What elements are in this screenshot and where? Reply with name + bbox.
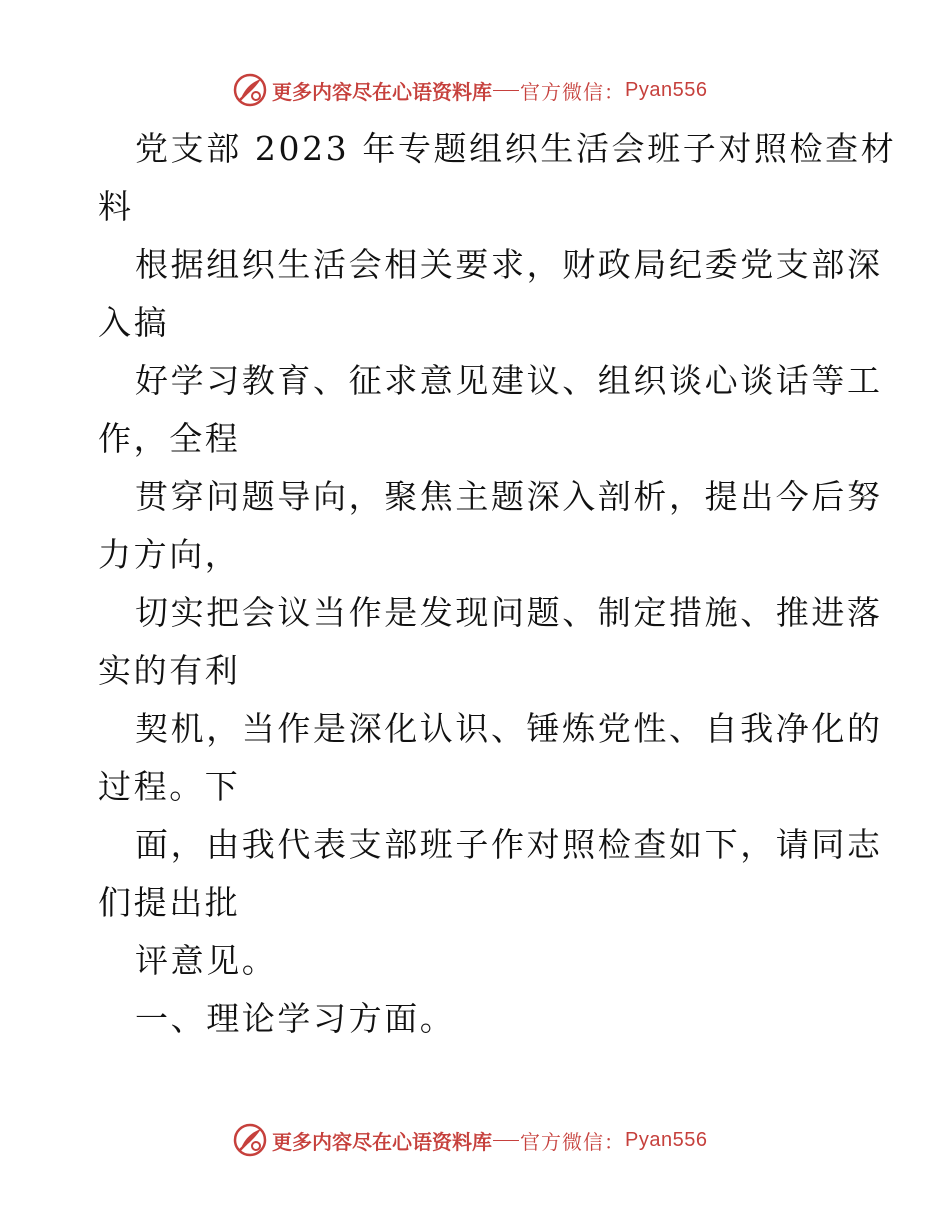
quill-pen-icon (232, 1122, 268, 1158)
watermark-handle: Pyan556 (625, 1128, 708, 1151)
paragraph-line: 根据组织生活会相关要求，财政局纪委党支部深 (135, 245, 883, 284)
paragraph-line: 实的有利 (98, 651, 241, 690)
document-title-line: 料 (98, 187, 134, 226)
paragraph-line: 贯穿问题导向，聚焦主题深入剖析，提出今后努 (135, 477, 883, 516)
paragraph-line: 入搞 (98, 303, 170, 342)
document-title-line: 党支部 2023 年专题组织生活会班子对照检查材 (135, 129, 897, 168)
watermark-official-label: 官方微信： (520, 79, 625, 104)
watermark-handle: Pyan556 (625, 78, 708, 101)
watermark-brand-text: 更多内容尽在心语资料库 (272, 79, 492, 104)
quill-pen-icon (232, 72, 268, 108)
footer-watermark (232, 1120, 707, 1160)
paragraph-line: 契机，当作是深化认识、锤炼党性、自我净化的 (135, 709, 883, 748)
document-body (98, 120, 897, 1048)
watermark-brand-text: 更多内容尽在心语资料库 (272, 1129, 492, 1154)
paragraph-line: 面，由我代表支部班子作对照检查如下，请同志 (135, 825, 883, 864)
paragraph-line: 力方向， (98, 535, 241, 574)
section-heading: 一、理论学习方面。 (135, 999, 456, 1038)
watermark-official-label: 官方微信： (520, 1129, 625, 1154)
watermark-dash (493, 90, 519, 91)
paragraph-line: 评意见。 (135, 941, 278, 980)
header-watermark (232, 70, 707, 110)
paragraph-line: 们提出批 (98, 883, 241, 922)
paragraph-line: 好学习教育、征求意见建议、组织谈心谈话等工 (135, 361, 883, 400)
paragraph-line: 作，全程 (98, 419, 241, 458)
paragraph-line: 过程。下 (98, 767, 241, 806)
paragraph-line: 切实把会议当作是发现问题、制定措施、推进落 (135, 593, 883, 632)
watermark-dash (493, 1140, 519, 1141)
